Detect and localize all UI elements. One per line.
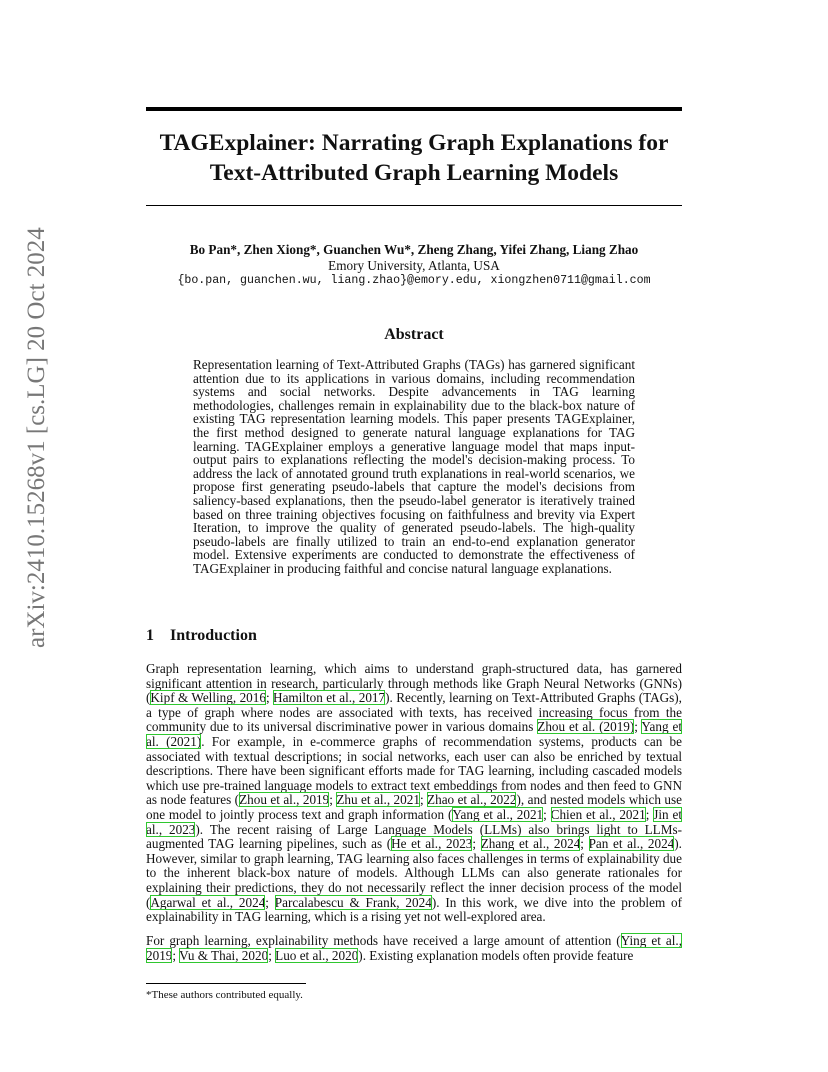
citation-link[interactable]: Yang et al. (2021) [146, 719, 683, 749]
citation-link[interactable]: Zhou et al. (2019) [537, 719, 635, 735]
citation-link[interactable]: Ying et al., 2019 [146, 933, 682, 963]
section-number: 1 [146, 627, 154, 644]
paragraph-text: ; [472, 836, 481, 852]
citation-link[interactable]: Vu & Thai, 2020 [179, 947, 269, 963]
paragraph-text: ; [543, 806, 551, 822]
author-list: Bo Pan*, Zhen Xiong*, Guanchen Wu*, Zheng Zhang, Yifei Zhang, Liang Zhao [189, 242, 639, 257]
paragraph-text: ; [172, 947, 180, 963]
paragraph-text: ; [268, 947, 276, 963]
abstract-heading: Abstract [384, 326, 444, 343]
paragraph-text: ; [265, 894, 275, 910]
title-bottom-rule [146, 205, 682, 206]
citation-link[interactable]: Agarwal et al., 2024 [150, 894, 266, 910]
citation-link[interactable]: Luo et al., 2020 [275, 947, 359, 963]
citation-link[interactable]: Zhu et al., 2021 [336, 792, 420, 808]
citation-link[interactable]: Yang et al., 2021 [452, 806, 544, 822]
footnote: *These authors contributed equally. [146, 989, 303, 1001]
citation-link[interactable]: Zhang et al., 2024 [480, 836, 581, 852]
paragraph-text: ). Recently, learning on Text-Attributed Graphs (TAGs), a type of graph where nodes are associated with texts, has received increasing focus from the community due to its universal discriminative power in various domains [146, 690, 682, 735]
paper-title [146, 128, 682, 188]
section-heading [146, 627, 257, 645]
paragraph-text: ), and nested models which use one model to jointly process text and graph information ( [146, 792, 682, 822]
title-top-rule [146, 107, 682, 111]
citation-link[interactable]: Pan et al., 2024 [588, 836, 675, 852]
citation-link[interactable]: Hamilton et al., 2017 [273, 690, 386, 706]
citation-link[interactable]: Zhao et al., 2022 [427, 792, 517, 808]
intro-paragraph-2 [146, 934, 682, 963]
citation-link[interactable]: Jin et al., 2023 [146, 806, 682, 837]
section-title: Introduction [170, 627, 257, 644]
paragraph-text: . For example, in e-commerce graphs of recommendation systems, products can be associated with textual descriptions; in social networks, each user can also be enriched by textual descriptions. There have been significant efforts made for TAG learning, including cascaded models which use pre-trained language models to extract text embeddings from nodes and then feed to GNN as node features ( [146, 733, 682, 808]
paragraph-text: ). Existing explanation models often provide feature [358, 947, 634, 963]
paragraph-text: ). In this work, we dive into the problem of explainability in TAG learning, which is a rising yet not well-explored area. [146, 894, 683, 925]
paragraph-text: Graph representation learning, which aims to understand graph-structured data, has garnered significant attention in research, particularly through methods like Graph Neural Networks (GNNs) ( [146, 661, 682, 706]
footnote-rule [146, 983, 306, 984]
arxiv-identifier: arXiv:2410.15268v1 [cs.LG] 20 Oct 2024 [23, 227, 50, 648]
citation-link[interactable]: Parcalabescu & Frank, 2024 [274, 894, 432, 910]
citation-link[interactable]: He et al., 2023 [391, 836, 473, 852]
title-line-2: Text-Attributed Graph Learning Models [209, 160, 619, 186]
paragraph-text: ; [419, 792, 428, 808]
author-emails: {bo.pan, guanchen.wu, liang.zhao}@emory.edu, xiongzhen0711@gmail.com [177, 274, 651, 287]
paragraph-text: ; [265, 690, 274, 706]
intro-paragraph-1 [146, 662, 682, 925]
citation-link[interactable]: Chien et al., 2021 [550, 806, 646, 822]
paragraph-text: ; [580, 836, 589, 852]
citation-link[interactable]: Zhou et al., 2019 [239, 792, 330, 808]
paragraph-text: ; [645, 806, 654, 822]
paragraph-text: For graph learning, explainability methods have received a large amount of attention ( [146, 933, 621, 948]
paragraph-text: ; [634, 719, 642, 735]
citation-link[interactable]: Kipf & Welling, 2016 [150, 690, 266, 706]
affiliation: Emory University, Atlanta, USA [328, 258, 500, 273]
paragraph-text: ; [329, 792, 337, 808]
paragraph-text: ). However, similar to graph learning, TAG learning also faces challenges in terms of explainability due to the inherent black-box nature of models. Although LLMs can also generate rationales for explaining their predictions, they do not necessarily reflect the inner decision process of the model ( [146, 836, 682, 910]
title-line-1: TAGExplainer: Narrating Graph Explanations for [159, 130, 669, 156]
abstract-body: Representation learning of Text-Attributed Graphs (TAGs) has garnered significant attention due to its applications in various domains, including recommendation systems and social networks. Despite advancements in TAG learning methodologies, challenges remain in explainability due to the black-box nature of existing TAG representation learning models. This paper presents TAGExplainer, the first method designed to generate natural language explanations for TAG learning. TAGExplainer employs a generative language model that maps input-output pairs to explanations reflecting the model's decision-making process. To address the lack of annotated ground truth explanations in real-world scenarios, we propose first generating pseudo-labels that capture the model's decisions from saliency-based explanations, then the pseudo-label generator is iteratively trained based on three training objectives focusing on faithfulness and brevity via Expert Iteration, to improve the quality of generated pseudo-labels. The high-quality pseudo-labels are finally utilized to train an end-to-end explanation generator model. Extensive experiments are conducted to demonstrate the effectiveness of TAGExplainer in producing faithful and concise natural language explanations. [193, 357, 635, 576]
paragraph-text: ). The recent raising of Large Language Models (LLMs) also brings light to LLMs-augmented TAG learning pipelines, such as ( [146, 821, 682, 852]
